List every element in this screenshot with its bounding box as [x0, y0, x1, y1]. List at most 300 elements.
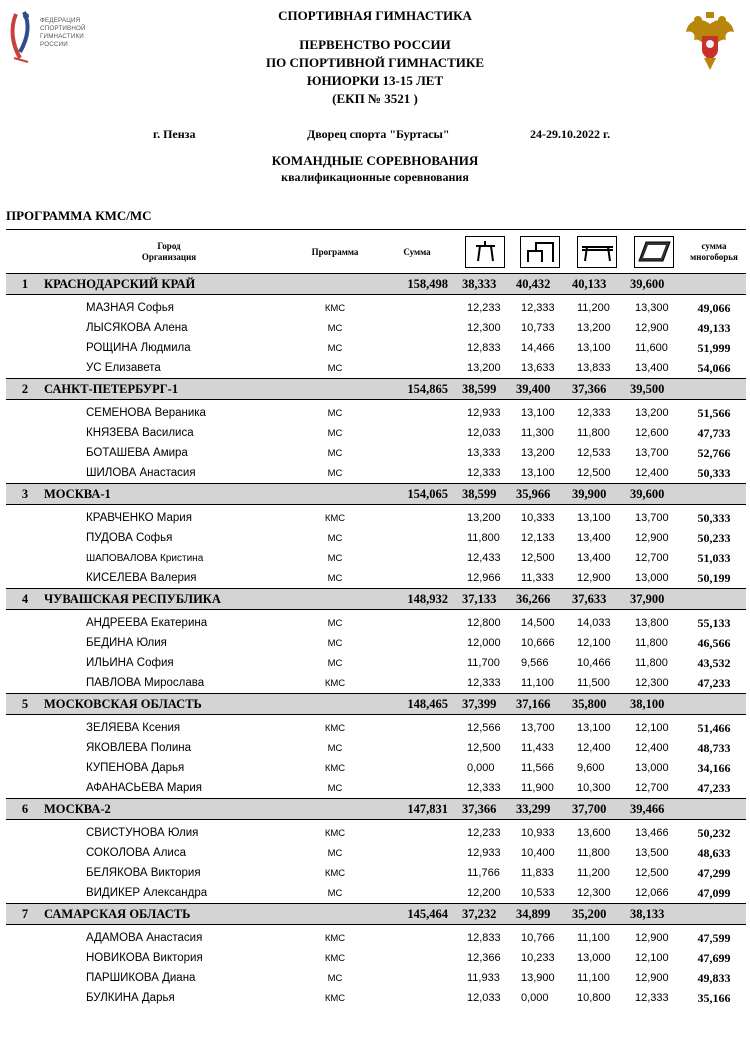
team-row: [6, 379, 746, 400]
gymnast-apparatus-score: 12,100: [635, 722, 669, 734]
gymnast-rank-empty: [6, 443, 44, 463]
gymnast-apparatus-score: 11,900: [521, 782, 554, 794]
floor-header: [626, 230, 682, 274]
gymnast-sum-empty: [376, 528, 458, 548]
gymnast-name: РОЩИНА Людмила: [86, 342, 191, 354]
gymnast-name: КНЯЗЕВА Василиса: [86, 427, 194, 439]
gymnast-apparatus-score: 12,333: [467, 677, 501, 689]
team-apparatus-score: 39,400: [512, 379, 568, 400]
vault-header: [458, 230, 512, 274]
gymnast-apparatus-score: 13,200: [467, 512, 501, 524]
gymnast-apparatus-score: 11,800: [635, 657, 668, 669]
gymnast-rank-empty: [6, 968, 44, 988]
team-rank: 4: [6, 589, 44, 610]
logo-text-line: СПОРТИВНОЙ: [40, 25, 86, 32]
team-apparatus-score: 37,399: [458, 694, 512, 715]
gymnast-apparatus-score: 12,233: [467, 827, 501, 839]
gymnast-name: СЕМЕНОВА Вераника: [86, 407, 206, 419]
gymnast-apparatus-score: 0,000: [467, 762, 495, 774]
team-rank: 1: [6, 274, 44, 295]
gymnast-row: [6, 653, 746, 673]
aa-header-label-1: сумма: [701, 240, 727, 251]
gymnast-sum-empty: [376, 318, 458, 338]
uneven-bars-icon: [520, 236, 560, 268]
team-row: [6, 484, 746, 505]
gymnast-program: МС: [327, 887, 343, 899]
gymnast-row: [6, 863, 746, 883]
gymnast-name: БЕЛЯКОВА Виктория: [86, 867, 201, 879]
gymnast-sum-empty: [376, 843, 458, 863]
gymnast-program: МС: [327, 617, 343, 629]
gymnast-program: МС: [327, 322, 343, 334]
gymnast-name: ПАРШИКОВА Диана: [86, 972, 196, 984]
team-program-empty: [294, 904, 376, 925]
gymnast-name: ЯКОВЛЕВА Полина: [86, 742, 192, 754]
gymnast-sum-empty: [376, 925, 458, 949]
gymnast-name: ЗЕЛЯЕВА Ксения: [86, 722, 181, 734]
gymnast-apparatus-score: 12,100: [635, 952, 669, 964]
gymnast-sum-empty: [376, 505, 458, 529]
gymnast-program: КМС: [324, 932, 346, 944]
gymnast-apparatus-score: 10,333: [521, 512, 555, 524]
gymnast-rank-empty: [6, 528, 44, 548]
gymnast-apparatus-score: 12,500: [577, 467, 611, 479]
gymnast-rank-empty: [6, 633, 44, 653]
gymnast-name: ШАПОВАЛОВА Кристина: [86, 552, 204, 564]
gymnast-row: [6, 463, 746, 484]
gymnast-apparatus-score: 11,766: [467, 867, 500, 879]
gymnast-program: МС: [327, 782, 343, 794]
gymnast-apparatus-score: 11,200: [577, 302, 610, 314]
logo-text-line: ФЕДЕРАЦИЯ: [40, 17, 81, 24]
gymnast-sum-empty: [376, 715, 458, 739]
gymnast-apparatus-score: 12,333: [635, 992, 669, 1004]
gymnast-apparatus-score: 13,700: [635, 447, 669, 459]
team-name: ЧУВАШСКАЯ РЕСПУБЛИКА: [44, 589, 294, 610]
gymnast-apparatus-score: 11,833: [521, 867, 554, 879]
gymnast-row: [6, 843, 746, 863]
team-row: [6, 799, 746, 820]
gymnast-all-around: 43,532: [697, 655, 731, 670]
gymnast-sum-empty: [376, 400, 458, 424]
gymnast-sum-empty: [376, 358, 458, 379]
team-row: [6, 274, 746, 295]
gymnast-apparatus-score: 13,100: [521, 467, 555, 479]
team-program-empty: [294, 589, 376, 610]
gymnast-rank-empty: [6, 673, 44, 694]
gymnast-apparatus-score: 11,433: [521, 742, 554, 754]
team-apparatus-score: 35,800: [568, 694, 626, 715]
team-apparatus-score: 37,633: [568, 589, 626, 610]
gymnast-rank-empty: [6, 820, 44, 844]
team-apparatus-score: 34,899: [512, 904, 568, 925]
team-aa-empty: [682, 589, 746, 610]
uneven-bars-header: [512, 230, 568, 274]
city-header-label: Город: [157, 240, 181, 251]
gymnast-row: [6, 358, 746, 379]
gymnast-apparatus-score: 13,800: [635, 617, 669, 629]
gymnast-apparatus-score: 13,400: [577, 552, 611, 564]
gymnast-row: [6, 610, 746, 634]
gymnast-apparatus-score: 14,500: [521, 617, 555, 629]
gymnast-rank-empty: [6, 610, 44, 634]
team-row: [6, 904, 746, 925]
program-header: Программа: [294, 230, 376, 274]
gymnast-sum-empty: [376, 778, 458, 799]
team-total: 148,932: [376, 589, 458, 610]
gymnast-apparatus-score: 13,400: [577, 532, 611, 544]
gymnast-apparatus-score: 13,500: [635, 847, 669, 859]
gymnast-program: КМС: [324, 867, 346, 879]
gymnast-rank-empty: [6, 948, 44, 968]
org-header-label: Организация: [141, 251, 197, 262]
gymnast-name: БОТАШЕВА Амира: [86, 447, 188, 459]
team-apparatus-score: 35,200: [568, 904, 626, 925]
team-row: [6, 694, 746, 715]
gymnast-row: [6, 758, 746, 778]
gymnast-apparatus-score: 12,500: [521, 552, 555, 564]
gymnast-rank-empty: [6, 843, 44, 863]
gymnast-sum-empty: [376, 673, 458, 694]
gymnast-name: НОВИКОВА Виктория: [86, 952, 203, 964]
beam-icon: [577, 236, 617, 268]
gymnast-apparatus-score: 12,933: [467, 407, 501, 419]
gymnast-apparatus-score: 12,100: [577, 637, 611, 649]
beam-header: [568, 230, 626, 274]
team-apparatus-score: 38,599: [458, 484, 512, 505]
team-apparatus-score: 39,600: [626, 274, 682, 295]
gymnast-apparatus-score: 13,000: [635, 572, 669, 584]
gymnast-program: МС: [327, 427, 343, 439]
gymnast-all-around: 35,166: [697, 990, 731, 1005]
gymnast-apparatus-score: 12,200: [467, 887, 501, 899]
gymnast-rank-empty: [6, 883, 44, 904]
floor-icon: [634, 236, 674, 268]
gymnast-rank-empty: [6, 925, 44, 949]
gymnast-all-around: 55,133: [697, 615, 731, 630]
team-total: 154,065: [376, 484, 458, 505]
team-name: КРАСНОДАРСКИЙ КРАЙ: [44, 274, 294, 295]
team-apparatus-score: 37,700: [568, 799, 626, 820]
gymnast-row: [6, 988, 746, 1008]
gymnast-name: БУЛКИНА Дарья: [86, 992, 175, 1004]
gymnast-name: ЛЫСЯКОВА Алена: [86, 322, 188, 334]
gymnast-apparatus-score: 13,100: [577, 512, 611, 524]
gymnast-name: КИСЕЛЕВА Валерия: [86, 572, 197, 584]
team-aa-empty: [682, 694, 746, 715]
gymnast-apparatus-score: 13,466: [635, 827, 669, 839]
gymnast-row: [6, 318, 746, 338]
gymnast-sum-empty: [376, 633, 458, 653]
gymnast-sum-empty: [376, 295, 458, 319]
gymnast-apparatus-score: 10,766: [521, 932, 555, 944]
gymnast-apparatus-score: 13,300: [635, 302, 669, 314]
results-table: [6, 229, 746, 1008]
gymnast-sum-empty: [376, 968, 458, 988]
gymnast-sum-empty: [376, 610, 458, 634]
gymnast-apparatus-score: 10,233: [521, 952, 555, 964]
gymnast-apparatus-score: 12,233: [467, 302, 501, 314]
gymnast-name: ШИЛОВА Анастасия: [86, 467, 196, 479]
team-apparatus-score: 38,599: [458, 379, 512, 400]
gymnast-apparatus-score: 13,333: [467, 447, 501, 459]
gymnast-name: ИЛЬИНА София: [86, 657, 174, 669]
gymnast-apparatus-score: 14,033: [577, 617, 611, 629]
gymnast-apparatus-score: 13,200: [635, 407, 669, 419]
gymnast-apparatus-score: 13,000: [635, 762, 669, 774]
gymnast-apparatus-score: 12,400: [635, 742, 669, 754]
gymnast-all-around: 47,233: [697, 675, 731, 690]
gymnast-row: [6, 925, 746, 949]
gymnast-rank-empty: [6, 548, 44, 568]
team-apparatus-score: 39,600: [626, 484, 682, 505]
team-aa-empty: [682, 799, 746, 820]
gymnast-row: [6, 883, 746, 904]
discipline-title: СПОРТИВНАЯ ГИМНАСТИКА: [278, 8, 472, 23]
gymnast-apparatus-score: 11,800: [635, 637, 668, 649]
gymnast-row: [6, 715, 746, 739]
gymnast-apparatus-score: 13,700: [635, 512, 669, 524]
gymnast-apparatus-score: 13,000: [577, 952, 611, 964]
gymnast-rank-empty: [6, 568, 44, 589]
gymnast-sum-empty: [376, 758, 458, 778]
gymnast-row: [6, 778, 746, 799]
gymnast-apparatus-score: 12,966: [467, 572, 501, 584]
gymnast-apparatus-score: 12,833: [467, 342, 501, 354]
team-aa-empty: [682, 904, 746, 925]
gymnast-row: [6, 568, 746, 589]
gymnast-all-around: 49,133: [697, 320, 731, 335]
team-apparatus-score: 35,966: [512, 484, 568, 505]
gymnast-rank-empty: [6, 738, 44, 758]
team-apparatus-score: 38,100: [626, 694, 682, 715]
gymnast-rank-empty: [6, 338, 44, 358]
gymnast-program: МС: [327, 847, 343, 859]
gymnast-apparatus-score: 0,000: [521, 992, 549, 1004]
gymnast-sum-empty: [376, 863, 458, 883]
gymnast-program: КМС: [324, 512, 346, 524]
gymnast-apparatus-score: 11,100: [577, 972, 610, 984]
team-program-empty: [294, 484, 376, 505]
gymnast-apparatus-score: 12,033: [467, 427, 501, 439]
gymnast-row: [6, 528, 746, 548]
gymnast-apparatus-score: 12,333: [467, 467, 501, 479]
gymnast-apparatus-score: 12,300: [577, 887, 611, 899]
gymnast-all-around: 48,733: [697, 740, 731, 755]
gymnast-all-around: 47,699: [697, 950, 731, 965]
gymnast-apparatus-score: 12,800: [467, 617, 501, 629]
team-apparatus-score: 40,432: [512, 274, 568, 295]
team-total: 148,465: [376, 694, 458, 715]
gymnast-apparatus-score: 11,300: [521, 427, 554, 439]
gymnast-apparatus-score: 10,400: [521, 847, 555, 859]
gymnast-rank-empty: [6, 463, 44, 484]
gymnast-row: [6, 400, 746, 424]
team-rank: 7: [6, 904, 44, 925]
gymnast-apparatus-score: 12,333: [521, 302, 555, 314]
gymnast-program: МС: [327, 447, 343, 459]
gymnast-apparatus-score: 9,600: [577, 762, 605, 774]
gymnast-apparatus-score: 13,100: [577, 722, 611, 734]
gymnast-program: КМС: [324, 677, 346, 689]
gymnast-program: КМС: [324, 952, 346, 964]
gymnast-rank-empty: [6, 318, 44, 338]
gymnast-rank-empty: [6, 988, 44, 1008]
gymnast-apparatus-score: 12,900: [577, 572, 611, 584]
gymnast-apparatus-score: 12,900: [635, 532, 669, 544]
team-apparatus-score: 33,299: [512, 799, 568, 820]
gymnast-name: АДАМОВА Анастасия: [86, 932, 203, 944]
gymnast-all-around: 47,099: [697, 885, 731, 900]
gymnast-row: [6, 505, 746, 529]
gymnast-rank-empty: [6, 505, 44, 529]
team-program-empty: [294, 274, 376, 295]
team-aa-empty: [682, 484, 746, 505]
team-program-empty: [294, 694, 376, 715]
team-name: МОСКОВСКАЯ ОБЛАСТЬ: [44, 694, 294, 715]
gymnast-apparatus-score: 13,900: [521, 972, 555, 984]
gymnast-apparatus-score: 13,400: [635, 362, 669, 374]
gymnast-apparatus-score: 13,100: [521, 407, 555, 419]
gymnast-apparatus-score: 14,466: [521, 342, 555, 354]
gymnast-rank-empty: [6, 715, 44, 739]
gymnast-all-around: 49,066: [697, 300, 731, 315]
gymnast-apparatus-score: 12,366: [467, 952, 501, 964]
gymnast-rank-empty: [6, 358, 44, 379]
gymnast-all-around: 46,566: [697, 635, 731, 650]
team-apparatus-score: 37,232: [458, 904, 512, 925]
gymnast-apparatus-score: 12,400: [577, 742, 611, 754]
team-apparatus-score: 37,366: [458, 799, 512, 820]
gymnast-sum-empty: [376, 988, 458, 1008]
gymnast-program: МС: [327, 637, 343, 649]
gymnast-apparatus-score: 11,500: [577, 677, 610, 689]
column-header-row: [6, 230, 746, 274]
gymnast-apparatus-score: 12,600: [635, 427, 669, 439]
gymnast-row: [6, 295, 746, 319]
vault-icon: [465, 236, 505, 268]
gymnast-all-around: 52,766: [697, 445, 731, 460]
team-total: 145,464: [376, 904, 458, 925]
gymnast-sum-empty: [376, 568, 458, 589]
gymnast-name: ВИДИКЕР Александра: [86, 887, 208, 899]
event-title-line-2: ПО СПОРТИВНОЙ ГИМНАСТИКЕ: [266, 55, 484, 70]
gymnast-program: МС: [327, 342, 343, 354]
gymnast-sum-empty: [376, 653, 458, 673]
team-aa-empty: [682, 379, 746, 400]
team-name: САМАРСКАЯ ОБЛАСТЬ: [44, 904, 294, 925]
logo-text-line: РОССИИ: [40, 41, 68, 48]
gymnast-row: [6, 968, 746, 988]
team-apparatus-score: 38,133: [626, 904, 682, 925]
gymnast-program: КМС: [324, 992, 346, 1004]
gymnast-apparatus-score: 12,933: [467, 847, 501, 859]
gymnast-program: КМС: [324, 722, 346, 734]
gymnast-sum-empty: [376, 443, 458, 463]
gymnast-row: [6, 338, 746, 358]
team-apparatus-score: 36,266: [512, 589, 568, 610]
gymnast-apparatus-score: 12,500: [635, 867, 669, 879]
gymnast-rank-empty: [6, 778, 44, 799]
gymnast-rank-empty: [6, 400, 44, 424]
gymnast-rank-empty: [6, 758, 44, 778]
event-title-line-4: (ЕКП № 3521 ): [332, 91, 418, 106]
gymnast-apparatus-score: 11,100: [521, 677, 554, 689]
gymnast-apparatus-score: 13,200: [467, 362, 501, 374]
gymnast-apparatus-score: 12,033: [467, 992, 501, 1004]
team-aa-empty: [682, 274, 746, 295]
team-apparatus-score: 37,133: [458, 589, 512, 610]
gymnast-apparatus-score: 13,633: [521, 362, 555, 374]
gymnast-apparatus-score: 13,100: [577, 342, 611, 354]
gymnast-apparatus-score: 11,700: [467, 657, 500, 669]
event-city: г. Пенза: [153, 127, 196, 141]
gymnast-apparatus-score: 11,333: [521, 572, 554, 584]
gymnast-name: АНДРЕЕВА Екатерина: [86, 617, 208, 629]
gymnast-sum-empty: [376, 463, 458, 484]
logo-text-line: ГИМНАСТИКИ: [40, 33, 84, 40]
team-total: 147,831: [376, 799, 458, 820]
gymnast-program: КМС: [324, 827, 346, 839]
gymnast-row: [6, 423, 746, 443]
gymnast-apparatus-score: 12,333: [467, 782, 501, 794]
gymnast-apparatus-score: 12,500: [467, 742, 501, 754]
gymnast-name: КУПЕНОВА Дарья: [86, 762, 185, 774]
gymnast-apparatus-score: 11,800: [467, 532, 500, 544]
gymnast-apparatus-score: 11,800: [577, 847, 610, 859]
gymnast-sum-empty: [376, 948, 458, 968]
sum-header: Сумма: [376, 230, 458, 274]
team-apparatus-score: 37,366: [568, 379, 626, 400]
gymnast-apparatus-score: 10,733: [521, 322, 555, 334]
rank-header: [6, 230, 44, 274]
gymnast-apparatus-score: 10,466: [577, 657, 611, 669]
gymnast-apparatus-score: 9,566: [521, 657, 549, 669]
gymnast-all-around: 47,733: [697, 425, 731, 440]
gymnast-row: [6, 443, 746, 463]
team-rank: 5: [6, 694, 44, 715]
gymnast-apparatus-score: 12,700: [635, 782, 669, 794]
gymnast-name: ПАВЛОВА Мирослава: [86, 677, 205, 689]
event-title-line-3: ЮНИОРКИ 13-15 ЛЕТ: [306, 73, 444, 88]
team-apparatus-score: 39,466: [626, 799, 682, 820]
gymnast-program: МС: [327, 467, 343, 479]
gymnast-apparatus-score: 12,066: [635, 887, 669, 899]
gymnast-apparatus-score: 13,200: [521, 447, 555, 459]
all-around-header: [682, 230, 746, 274]
gymnast-sum-empty: [376, 548, 458, 568]
gymnast-apparatus-score: 12,700: [635, 552, 669, 564]
gymnast-all-around: 47,233: [697, 780, 731, 795]
gymnast-apparatus-score: 13,600: [577, 827, 611, 839]
gymnast-apparatus-score: 11,200: [577, 867, 610, 879]
program-title: ПРОГРАММА КМС/МС: [6, 208, 152, 223]
gymnast-all-around: 47,299: [697, 865, 731, 880]
gymnast-sum-empty: [376, 423, 458, 443]
gymnast-name: УС Елизавета: [86, 362, 161, 374]
gymnast-all-around: 54,066: [697, 360, 731, 375]
gymnast-all-around: 48,633: [697, 845, 731, 860]
gymnast-row: [6, 738, 746, 758]
event-title-line-1: ПЕРВЕНСТВО РОССИИ: [299, 37, 451, 52]
competition-subtype: квалификационные соревнования: [281, 170, 469, 184]
gymnast-program: МС: [327, 552, 343, 564]
gymnast-name: КРАВЧЕНКО Мария: [86, 512, 192, 524]
city-org-header: [44, 230, 294, 274]
gymnast-apparatus-score: 12,400: [635, 467, 669, 479]
gymnast-apparatus-score: 13,833: [577, 362, 611, 374]
gymnast-all-around: 50,232: [697, 825, 731, 840]
